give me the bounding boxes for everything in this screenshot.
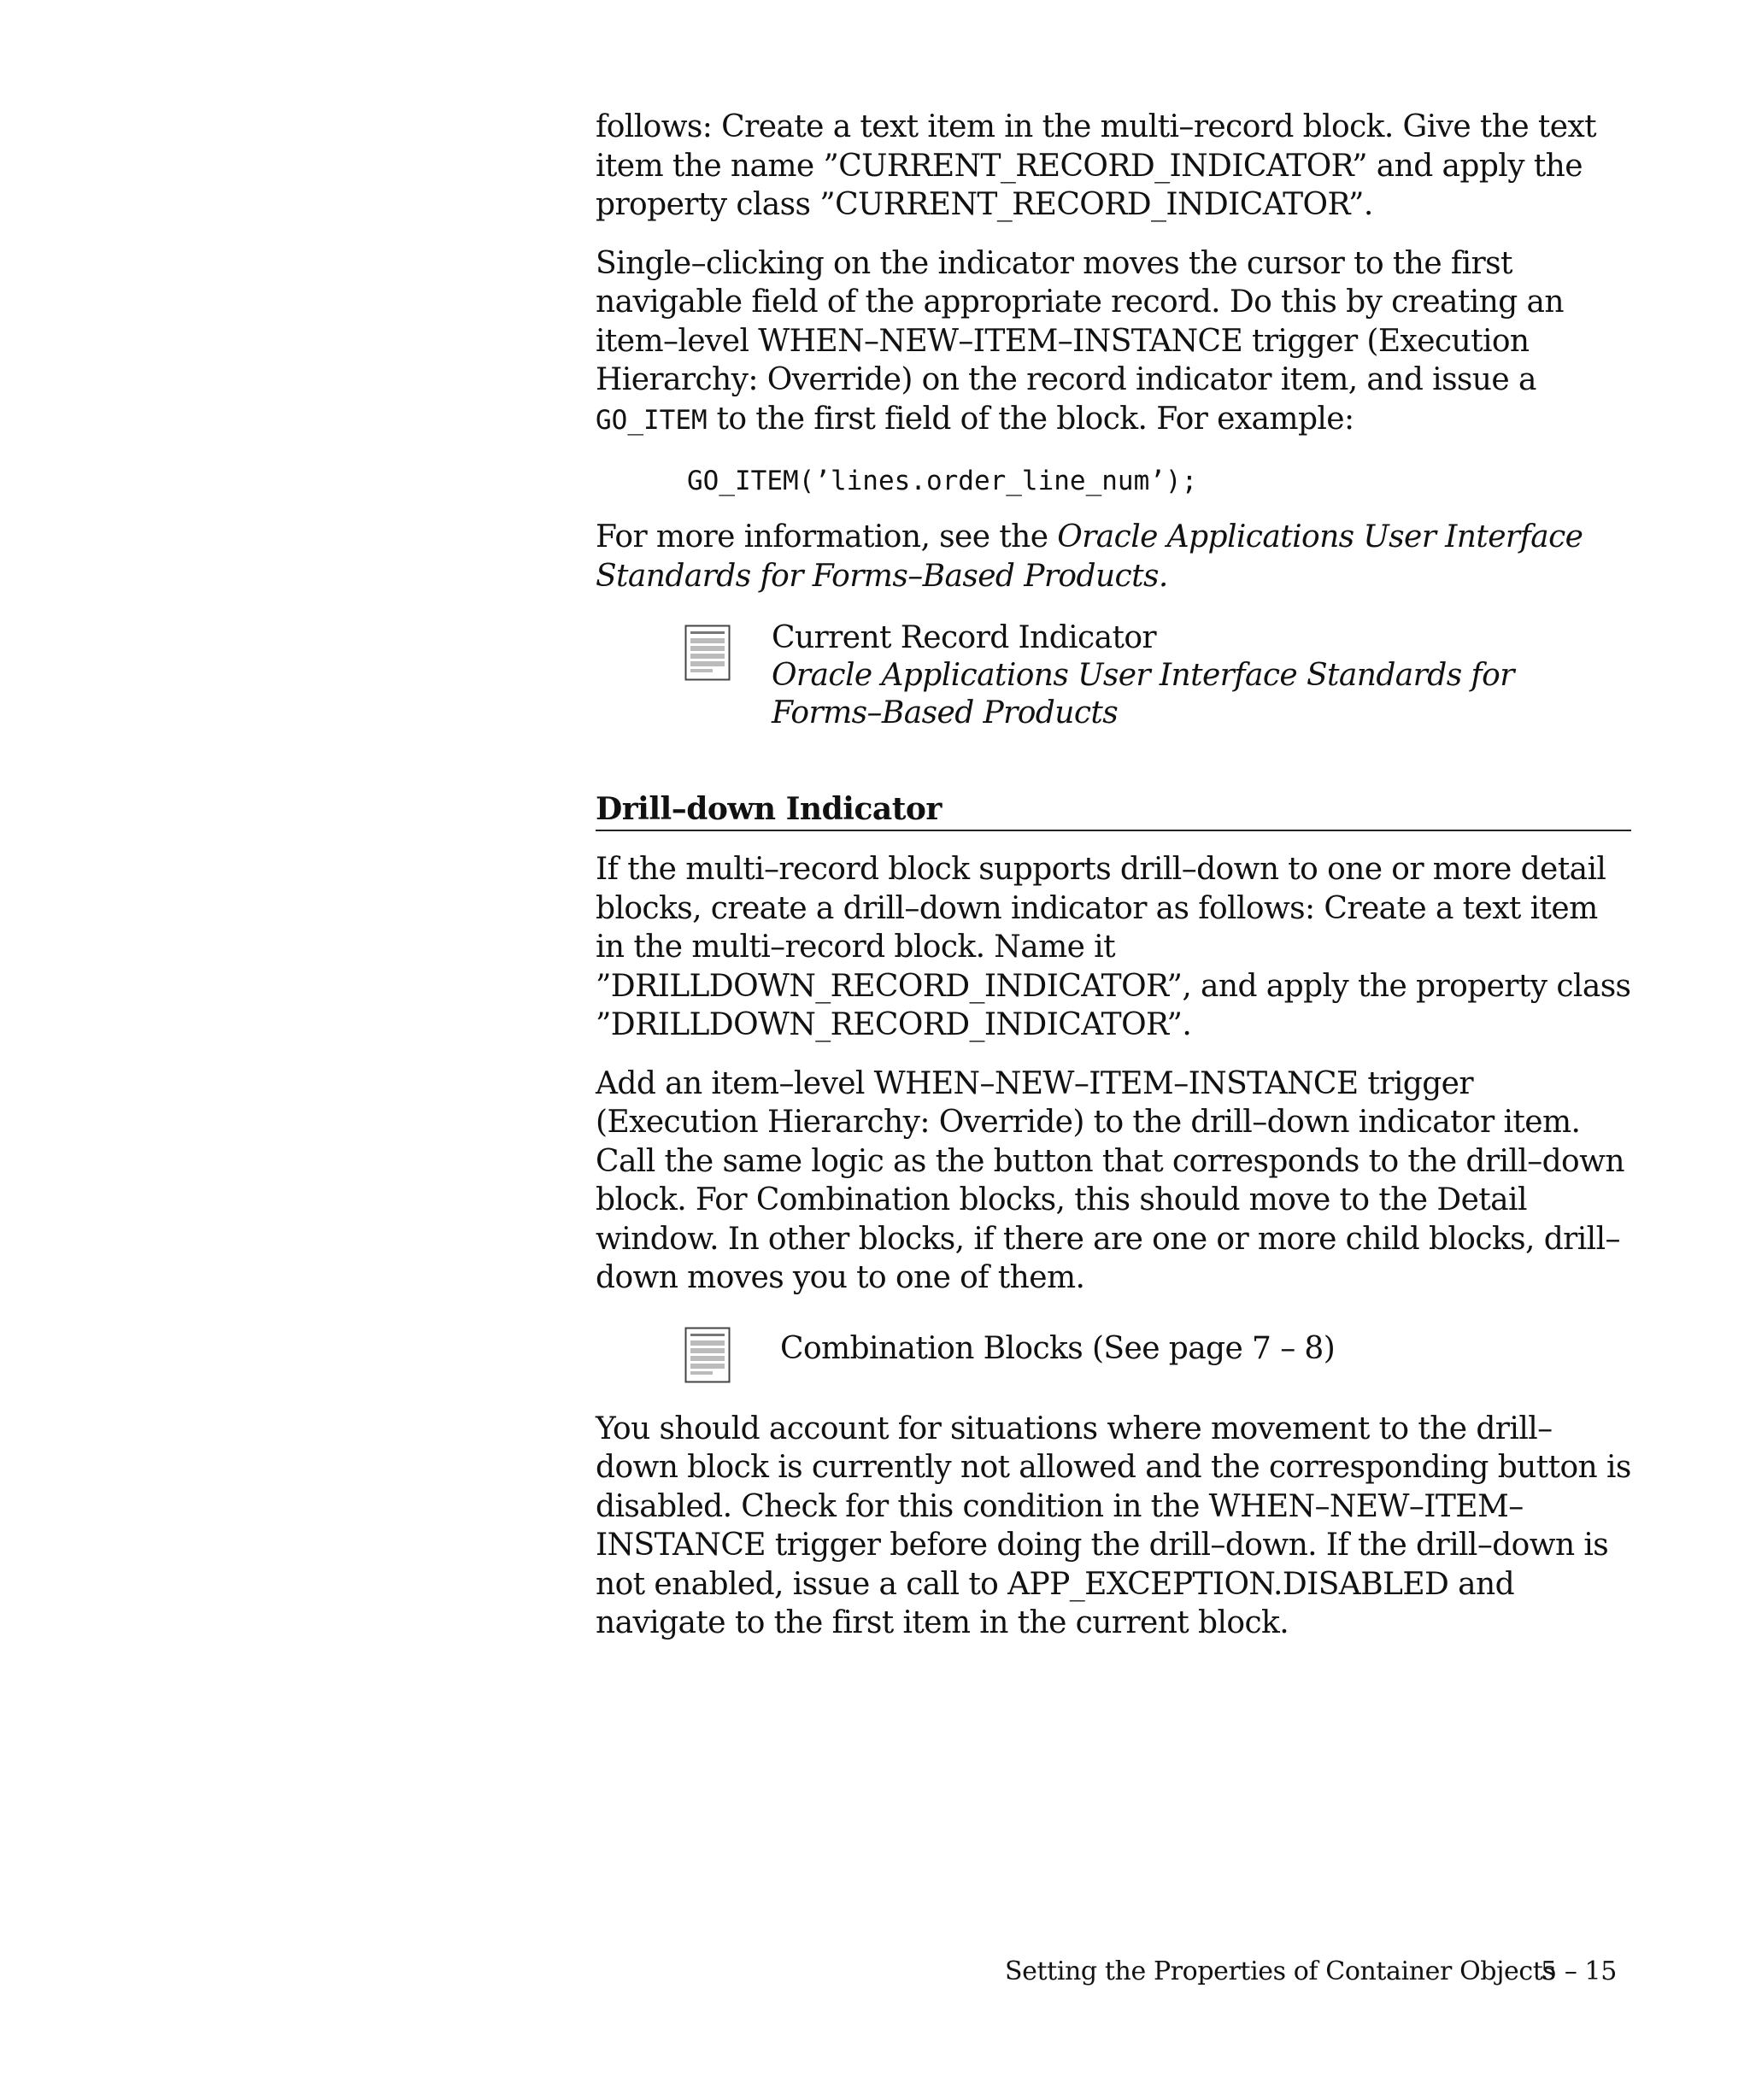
reference-combination-blocks bbox=[596, 1322, 1631, 1390]
paragraph-text: Single–clicking on the indicator moves the cursor to the first navigable field of the appropriate record. Do this by creating an item–level WHEN–NEW–ITEM–INSTANCE trigger (Execution Hierarchy: Override) on the record indicator item, and issue a bbox=[596, 245, 1565, 397]
document-icon bbox=[684, 1327, 731, 1383]
footer-title: Setting the Properties of Container Objects bbox=[1005, 1956, 1556, 1986]
document-icon bbox=[684, 625, 731, 681]
paragraph-add-trigger: Add an item–level WHEN–NEW–ITEM–INSTANCE trigger (Execution Hierarchy: Override) to the drill–down indicator item. Call the same logic as the button that corresponds to the drill–down block. For Combination blocks, this should move to the Detail window. In other blocks, if there are one or more child blocks, drill–down moves you to one of them. bbox=[596, 1065, 1624, 1295]
book-title: Oracle Applications User Interface Standards for Forms–Based Products. bbox=[596, 519, 1583, 594]
inline-code: GO_ITEM bbox=[596, 404, 708, 436]
paragraph-follows: follows: Create a text item in the multi–record block. Give the text item the name ”CURRENT_RECORD_INDICATOR” and apply the property class ”CURRENT_RECORD_INDICATOR”. bbox=[596, 109, 1597, 222]
reference-title: Combination Blocks (See page 7 – 8) bbox=[780, 1330, 1336, 1366]
section-heading: Drill–down Indicator bbox=[596, 790, 1631, 831]
paragraph-single-clicking bbox=[596, 244, 1631, 441]
paragraph-account-situations: You should account for situations where movement to the drill–down block is currently not allowed and the corresponding button is disabled. Check for this condition in the WHEN–NEW–ITEM–INSTANCE trigger before doing the drill–down. If the drill–down is not enabled, issue a call to APP_EXCEPTION.DISABLED and navigate to the first item in the current block. bbox=[596, 1411, 1631, 1640]
paragraph-drilldown-intro: If the multi–record block supports drill–down to one or more detail blocks, create a drill–down indicator as follows: Create a text item in the multi–record block. Name it ”DRILLDOWN_RECORD_INDICATOR”, and apply the property class ”DRILLDOWN_RECORD_INDICATOR”. bbox=[596, 852, 1631, 1042]
reference-book-title: Oracle Applications User Interface Standards for Forms–Based Products bbox=[772, 658, 1514, 730]
paragraph-text: For more information, see the bbox=[596, 519, 1058, 554]
reference-subtitle bbox=[772, 657, 1631, 732]
paragraph-text: to the first field of the block. For example: bbox=[707, 401, 1354, 437]
code-example: GO_ITEM(’lines.order_line_num’); bbox=[687, 466, 1198, 496]
paragraph-more-information bbox=[596, 518, 1631, 595]
reference-current-record bbox=[596, 619, 1631, 732]
page-number: 5 – 15 bbox=[1541, 1956, 1617, 1986]
reference-text bbox=[772, 619, 1631, 732]
reference-title: Current Record Indicator bbox=[772, 620, 1157, 655]
page-body bbox=[596, 108, 1631, 1643]
page-footer bbox=[1005, 1956, 1620, 1986]
